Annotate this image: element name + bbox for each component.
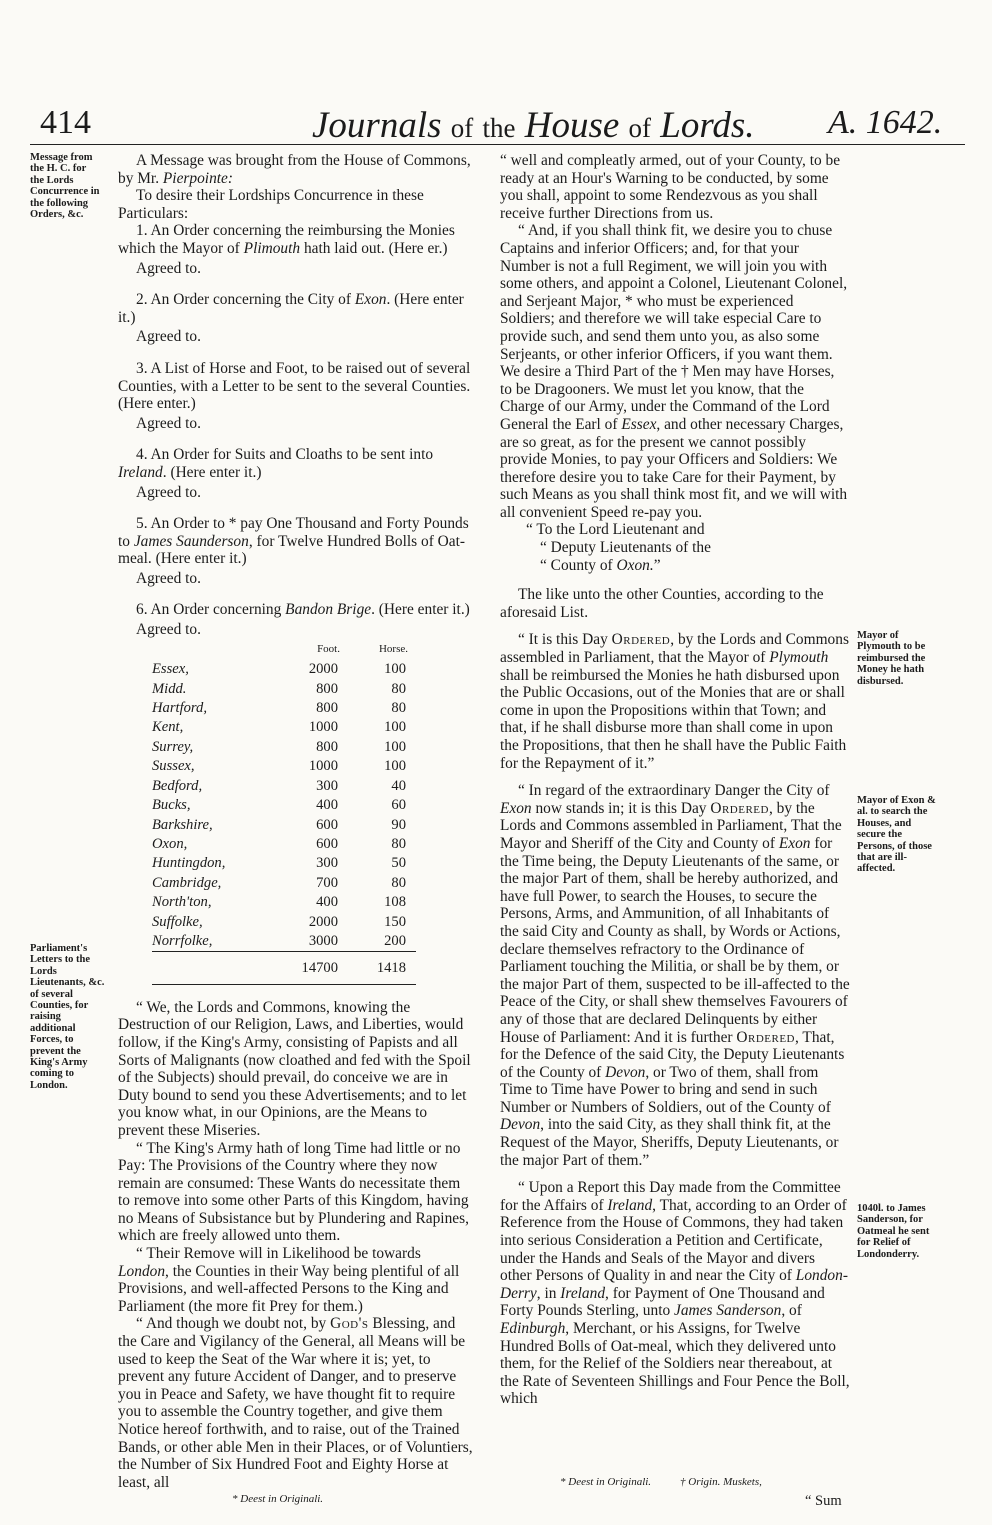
county-name: Huntingdon, [152, 855, 226, 872]
county-name: Barkshire, [152, 816, 213, 833]
left-column [118, 152, 475, 1491]
county-name: Sussex, [152, 758, 195, 775]
message-request: To desire their Lordships Concurrence in these Particulars: [118, 187, 424, 222]
foot-count: 1000 [308, 719, 338, 736]
year: A. 1642. [828, 104, 943, 141]
horse-count: 50 [391, 855, 406, 872]
foot-count: 300 [316, 777, 338, 794]
foot-count: 800 [316, 680, 338, 697]
county-name: Norrfolke, [152, 932, 213, 949]
county-name: North'ton, [152, 894, 212, 911]
margin-note-exon: Mayor of Exon & al. to search the Houses, and secure the Persons, of those that are ill-affected. [857, 795, 936, 875]
county-name: Suffolke, [152, 913, 203, 930]
total-foot: 14700 [280, 952, 348, 984]
right-footnote-1: * Deest in Originali. [560, 1476, 652, 1488]
foot-count: 600 [316, 835, 338, 852]
county-row [152, 874, 416, 893]
horse-header: Horse. [378, 642, 408, 655]
order-exon: “ In regard of the extraordinary Danger the City of Exon now stands in; it is this Day Ordered, by the Lords and Commons assembled in Parliament, That the Mayor and Sheriff of the City and County of Exon for the Time being, the Deputy Lieutenants of the same, or the major Part of them, shall be hereby authorized, and have full Power, to search the Houses, to secure the Persons, Arms, and Ammunition, of all Inhabitants of the said City and County as shall, by Words or Actions, declare themselves refractory to the Ordinance of Parliament touching the Militia, or shall be by them, or the major Part of them, suspected to be ill-affected to the Peace of the City, or shall shew themselves Favourers of any of those that are declared Delinquents by either House of Parliament: And it is further Ordered, That, for the Defence of the said City, the Deputy Lieutenants of the County of Devon, or Two of them, shall from Time to Time have Power to bring and send in such Number or Numbers of Soldiers, out of the County of Devon, into the said City, as they shall think fit, at the Request of the Mayor, Sheriffs, Deputy Lieutenants, or the major Part of them.” [500, 782, 850, 1169]
left-footnote: * Deest in Originali. [232, 1493, 324, 1505]
county-row [152, 699, 416, 718]
foot-count: 800 [316, 700, 338, 717]
order-plymouth: “ It is this Day Ordered, by the Lords and Commons assembled in Parliament, that the Mayor of Plymouth shall be reimbursed the Monies he hath disbursed upon the Public Occasions, out of the Monies that are or shall come in upon the Propositions within that Town; and that, if he shall disburse more than shall come in upon the Propositions, that then he shall have the Public Faith for the Repayment of it.” [500, 631, 849, 772]
county-name: Bucks, [152, 797, 191, 814]
county-name: Surrey, [152, 738, 194, 755]
county-name: Bedford, [152, 777, 203, 794]
agreed-1: Agreed to. [136, 259, 201, 277]
foot-count: 300 [316, 855, 338, 872]
county-row [152, 757, 416, 776]
total-horse: 1418 [348, 952, 416, 984]
foot-count: 3000 [308, 932, 338, 949]
item-5: 5. An Order to * pay One Thousand and Forty Pounds to James Saunderson, for Twelve Hundred Bolls of Oat-meal. (Here enter it.) [118, 515, 469, 568]
report-ireland: “ Upon a Report this Day made from the Committee for the Affairs of Ireland, That, according to an Order of Reference from the House of Commons, they had taken into serious Consideration a Petition and Certificate, under the Hands and Seals of the Mayor and divers other Persons of Quality in and near the City of London-Derry, in Ireland, for Payment of One Thousand and Forty Pounds Sterling, unto James Sanderson, of Edinburgh, Merchant, or his Assigns, for Twelve Hundred Bolls of Oat-meal, which they delivered unto them, for the Relief of the Soldiers near thereabout, at the Rate of Seventeen Shillings and Four Pence the Boll, which [500, 1179, 850, 1408]
agreed-4: Agreed to. [136, 483, 201, 501]
county-row [152, 913, 416, 932]
foot-count: 1000 [308, 758, 338, 775]
item-3: 3. A List of Horse and Foot, to be raised out of several Counties, with a Letter to be sent to the several Counties. (Here enter.) [118, 359, 471, 413]
forces-table [152, 641, 416, 985]
other-counties-note: The like unto the other Counties, according to the aforesaid List. [500, 586, 824, 621]
catchword: “ Sum [805, 1493, 842, 1509]
margin-note-sanderson: 1040l. to James Sanderson, for Oatmeal he sent for Relief of Londonderry. [857, 1203, 930, 1260]
horse-count: 200 [384, 932, 406, 949]
county-name: Midd. [152, 680, 187, 697]
address-line-1: “ To the Lord Lieutenant and [526, 521, 705, 539]
county-name: Essex, [152, 661, 189, 678]
county-row [152, 893, 416, 912]
horse-count: 100 [384, 758, 406, 775]
foot-count: 400 [316, 894, 338, 911]
county-row [152, 660, 416, 679]
county-row [152, 854, 416, 873]
foot-count: 400 [316, 797, 338, 814]
horse-count: 100 [384, 719, 406, 736]
letter-paragraph-2: “ The King's Army hath of long Time had little or no Pay: The Provisions of the Country where they now remain are consumed: These Wants do necessitate them to remove into some other Parts of this Kingdom, having no Means of Subsistance but by Plundering and Rapines, which are freely allowed unto them. [118, 1139, 469, 1245]
right-footnote-2: † Origin. Muskets, [680, 1476, 762, 1488]
horse-count: 80 [391, 874, 406, 891]
letter-paragraph-3: “ Their Remove will in Likelihood be towards London, the Counties in their Way being plentiful of all Provisions, and well-affected Persons to the King and Parliament (the more fit Prey for them.) [118, 1245, 460, 1315]
running-title: Journals of the House of Lords. [312, 105, 755, 146]
letter-continuation: “ well and compleatly armed, out of your County, to be ready at an Hour's Warning to be conducted, by some you shall, appoint to some Rendezvous as you shall receive further Directions from us. [500, 152, 841, 222]
margin-note-message: Message from the H. C. for the Lords Concurrence in the following Orders, &c. [30, 152, 100, 221]
page-header [0, 78, 992, 146]
letter-paragraph-5: “ And, if you shall think fit, we desire you to chuse Captains and inferior Officers; and, for that your Number is not a full Regiment, we will join you with some others, and appoint a Colonel, Lieutenant Colonel, and Serjeant Major, * who must be experienced Soldiers; and therefore we will take especial Care to provide such, and send them unto you, as also some Serjeants, or other inferior Officers, if you want them. We desire a Third Part of the † Men may have Horses, to be Dragooners. We must let you know, that the Charge of our Army, under the Command of the Lord General the Earl of Essex, and other necessary Charges, are so great, as for the present we cannot possibly provide Monies, to pay your Officers and Soldiers: We therefore desire you to take Care for their Payment, by such Means as you shall think most fit, and we will with all convenient Speed re-pay you. [500, 222, 848, 521]
county-row [152, 816, 416, 835]
horse-count: 150 [384, 913, 406, 930]
county-name: Oxon, [152, 835, 188, 852]
horse-count: 80 [391, 835, 406, 852]
horse-count: 40 [391, 777, 406, 794]
item-6: 6. An Order concerning Bandon Brige. (Here enter it.) [136, 601, 470, 619]
horse-count: 80 [391, 700, 406, 717]
foot-count: 700 [316, 874, 338, 891]
margin-note-plimouth: Mayor of Plymouth to be reimbursed the Money he hath disbursed. [857, 630, 926, 687]
foot-count: 800 [316, 738, 338, 755]
foot-header: Foot. [317, 642, 340, 655]
margin-note-letters: Parliament's Letters to the Lords Lieutenants, &c. of several Counties, for raising additional Forces, to prevent the King's Army coming to London. [30, 943, 105, 1091]
forces-total-row [152, 952, 416, 984]
county-row [152, 932, 416, 952]
foot-count: 2000 [308, 913, 338, 930]
forces-table-header [152, 641, 416, 661]
horse-count: 80 [391, 680, 406, 697]
address-line-2: “ Deputy Lieutenants of the [540, 539, 711, 557]
county-name: Hartford, [152, 700, 208, 717]
page-number: 414 [40, 104, 91, 141]
address-line-3: “ County of Oxon.” [540, 556, 661, 574]
county-name: Kent, [152, 719, 184, 736]
county-row [152, 835, 416, 854]
right-column [500, 152, 850, 1408]
agreed-3: Agreed to. [136, 414, 201, 432]
county-row [152, 738, 416, 757]
horse-count: 90 [391, 816, 406, 833]
letter-paragraph-4: “ And though we doubt not, by God's Blessing, and the Care and Vigilancy of the General, all Means will be used to keep the Seat of the War where it is; yet, to prevent any future Accident of Danger, and to preserve you in Peace and Safety, we have thought fit to require you to assemble the Country together, and give them Notice hereof forthwith, and to raise, out of the Trained Bands, or other able Men in their Places, or of Voluntiers, the Number of Six Hundred Foot and Eighty Horse at least, all [118, 1315, 473, 1491]
foot-count: 2000 [308, 661, 338, 678]
horse-count: 100 [384, 661, 406, 678]
horse-count: 100 [384, 738, 406, 755]
county-row [152, 796, 416, 815]
county-row [152, 680, 416, 699]
item-4: 4. An Order for Suits and Cloaths to be sent into Ireland. (Here enter it.) [118, 446, 434, 481]
letter-paragraph-1: “ We, the Lords and Commons, knowing the Destruction of our Religion, Laws, and Liberties, would follow, if the King's Army, consisting of Papists and all Sorts of Malignants (now cloathed and fed with the Spoil of the Subjects) should prevail, do conceive we are in Duty bound to send you these Advertisements; and to let you know what, in our Opinions, are the Means to prevent these Miseries. [118, 998, 471, 1139]
message-intro: A Message was brought from the House of Commons, by Mr. Pierpointe: [118, 152, 471, 187]
agreed-2: Agreed to. [136, 328, 201, 346]
agreed-5: Agreed to. [136, 569, 201, 587]
header-rule [30, 144, 965, 145]
county-row [152, 718, 416, 737]
county-row [152, 777, 416, 796]
item-1: 1. An Order concerning the reimbursing the Monies which the Mayor of Plimouth hath laid out. (Here er.) [118, 222, 455, 257]
horse-count: 108 [384, 894, 406, 911]
county-name: Cambridge, [152, 874, 222, 891]
agreed-6: Agreed to. [136, 621, 201, 639]
item-2: 2. An Order concerning the City of Exon. (Here enter it.) [118, 291, 464, 326]
foot-count: 600 [316, 816, 338, 833]
horse-count: 60 [391, 797, 406, 814]
